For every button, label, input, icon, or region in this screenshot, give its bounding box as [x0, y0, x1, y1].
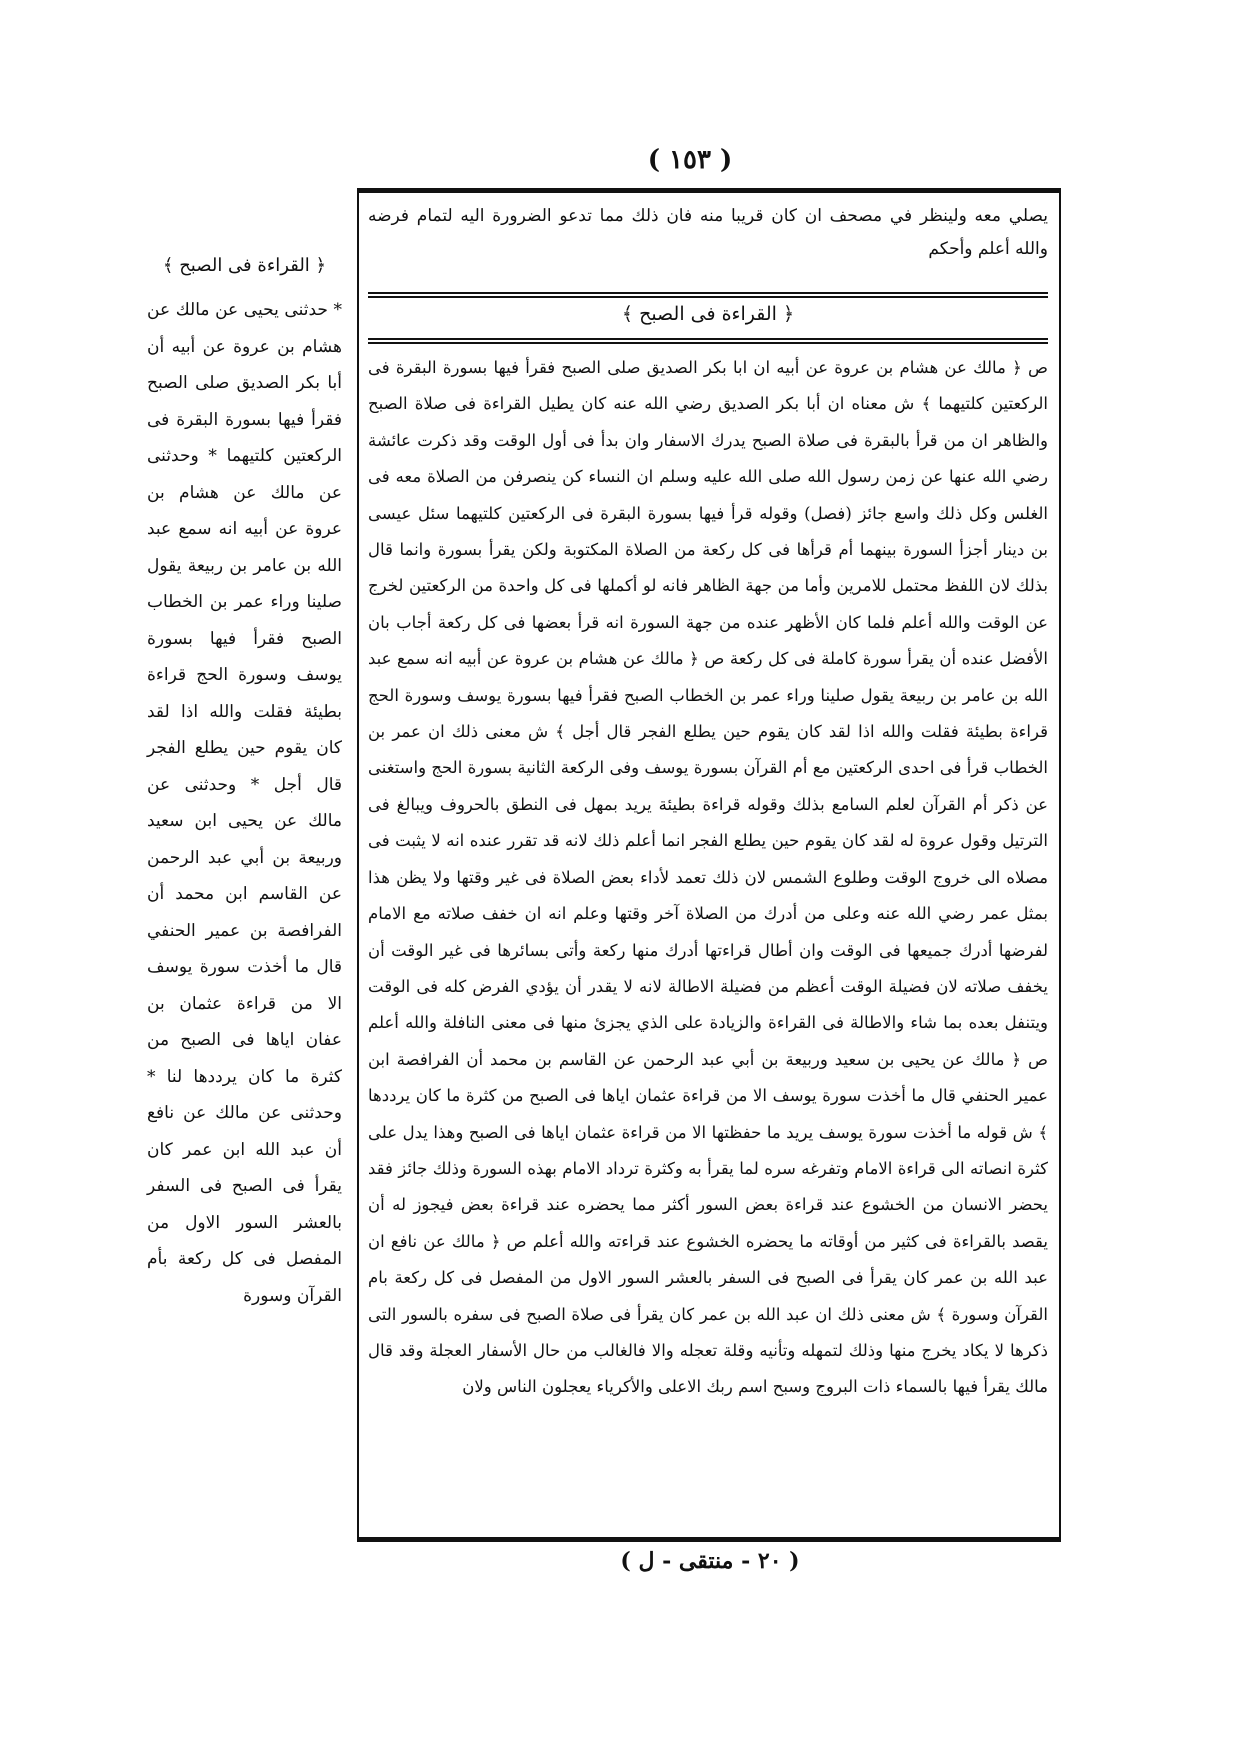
- section-rule-bottom-2: [368, 342, 1048, 344]
- section-rule-bottom: [368, 338, 1048, 340]
- commentary-text: ص ﴿ مالك عن هشام بن عروة عن أبيه ان ابا بكر الصديق صلى الصبح فقرأ فيها بسورة البقرة فى الركعتين كلتيهما ﴾ ش معناه ان أبا بكر الصديق رضي الله عنه كان يطيل القراءة فى صلاة الصبح والظاهر ان من قرأ بالبقرة فى صلاة الصبح يدرك الاسفار وان بدأ فى أول الوقت وقد ذكرت عائشة رضي الله عنها عن زمن رسول الله صلى الله عليه وسلم ان النساء كن ينصرفن من الصلاة معه فى الغلس وكل ذلك واسع جائز (فصل) وقوله قرأ فيها بسورة البقرة فى الركعتين كلتيهما سئل عيسى بن دينار أجزأ السورة بينهما أم قرأها فى كل ركعة من الصلاة المكتوبة ولكن يقرأ بسورة وانما قال بذلك لان اللفظ محتمل للامرين وأما من جهة الظاهر فانه لو أكملها فى كل واحدة من الركعتين لخرج عن الوقت والله أعلم فلما كان الأظهر عنده من جهة السورة انه قرأ بعضها فى كل ركعة أجاب بان الأفضل عنده أن يقرأ سورة كاملة فى كل ركعة ص ﴿ مالك عن هشام بن عروة عن أبيه انه سمع عبد الله بن عامر بن ربيعة يقول صلينا وراء عمر بن الخطاب الصبح فقرأ فيها بسورة يوسف وسورة الحج قراءة بطيئة فقلت والله اذا لقد كان يقوم حين يطلع الفجر قال أجل ﴾ ش معنى ذلك ان عمر بن الخطاب قرأ فى احدى الركعتين مع أم القرآن بسورة يوسف وفى الركعة الثانية بسورة الحج واستغنى عن ذكر أم القرآن لعلم السامع بذلك وقوله قراءة بطيئة يريد بمهل فى النطق بالحروف ويبالغ فى الترتيل وقول عروة له لقد كان يقوم حين يطلع الفجر انما أعلم ذلك لانه قد تقرر عنده انه لا يثبت فى مصلاه الى خروج الوقت وطلوع الشمس لان ذلك تعمد لأداء بعض الصلاة فى غير وقتها ولا يظن هذا بمثل عمر رضي الله عنه وعلى من أدرك من الصلاة آخر وقتها وعلم انه ان خفف صلاته مع الامام لفرضها أدرك جميعها فى الوقت وان أطال قراءتها أدرك منها ركعة وأتى بسائرها فى غير الوقت أن يخفف صلاته لان فضيلة الوقت أعظم من فضيلة الاطالة لانه لا يقدر أن يؤدي الفرض كله فى الوقت ويتنفل بعده بما شاء والاطالة فى القراءة والزيادة على الذي يجزئ منها فى معنى النافلة والله أعلم ص ﴿ مالك عن يحيى بن سعيد وربيعة بن أبي عبد الرحمن عن القاسم بن محمد أن الفرافصة ابن عمير الحنفي قال ما أخذت سورة يوسف الا من قراءة عثمان اياها فى الصبح من كثرة ما كان يرددها ﴾ ش قوله ما أخذت سورة يوسف يريد ما حفظتها الا من قراءة عثمان اياها فى الصبح وهذا يدل على كثرة انصاته الى قراءة الامام وتفرغه سره لما يقرأ به وكثرة ترداد الامام بهذه السورة وذلك جائز فقد يحضر الانسان من الخشوع عند قراءة بعض السور أكثر مما يحضره عند قراءة بعض فيجوز له أن يقصد بالقراءة فى كثير من أوقاته ما يحضره الخشوع عند قراءته والله أعلم ص ﴿ مالك عن نافع ان عبد الله بن عمر كان يقرأ فى الصبح فى السفر بالعشر السور الاول من المفصل فى كل ركعة بام القرآن وسورة ﴾ ش معنى ذلك ان عبد الله بن عمر كان يقرأ فى صلاة الصبح فى سفره بالسور التى ذكرها لا يكاد يخرج منها وذلك لتمهله وتأنيه وقلة تعجله والا فالغالب من حال الأسفار العجلة وقد قال مالك يقرأ فيها بالسماء ذات البروج وسبح اسم ربك الاعلى والأكرياء يعجلون الناس ولان: [368, 358, 1048, 1397]
- section-title: ﴿ القراءة فى الصبح ﴾: [621, 303, 795, 325]
- hadith-side-column: * حدثنى يحيى عن مالك عن هشام بن عروة عن أبيه أن أبا بكر الصديق صلى الصبح فقرأ فيها بسورة البقرة فى الركعتين كلتيهما * وحدثنى عن مالك عن هشام بن عروة عن أبيه انه سمع عبد الله بن عامر بن ربيعة يقول صلينا وراء عمر بن الخطاب الصبح فقرأ فيها بسورة يوسف وسورة الحج قراءة بطيئة فقلت والله اذا لقد كان يقوم حين يطلع الفجر قال أجل * وحدثنى عن مالك عن يحيى ابن سعيد وربيعة بن أبي عبد الرحمن عن القاسم ابن محمد أن الفرافصة بن عمير الحنفي قال ما أخذت سورة يوسف الا من قراءة عثمان بن عفان اياها فى الصبح من كثرة ما كان يرددها لنا * وحدثنى عن مالك عن نافع أن عبد الله ابن عمر كان يقرأ فى الصبح فى السفر بالعشر السور الاول من المفصل فى كل ركعة بأم القرآن وسورة: [147, 300, 342, 1306]
- page-number: ( ١٥٣ ): [647, 145, 733, 175]
- side-column-title: ﴿ القراءة فى الصبح ﴾: [162, 255, 327, 276]
- section-rule-top-2: [368, 296, 1048, 298]
- section-rule-top: [368, 292, 1048, 294]
- footer-signature: ( ٢٠ - منتقى - ل ): [620, 1548, 800, 1574]
- intro-text: يصلي معه ولينظر في مصحف ان كان قريبا منه فان ذلك مما تدعو الضرورة اليه لتمام فرضه والله أعلم وأحكم: [368, 206, 1048, 259]
- commentary-body: [368, 350, 1048, 1530]
